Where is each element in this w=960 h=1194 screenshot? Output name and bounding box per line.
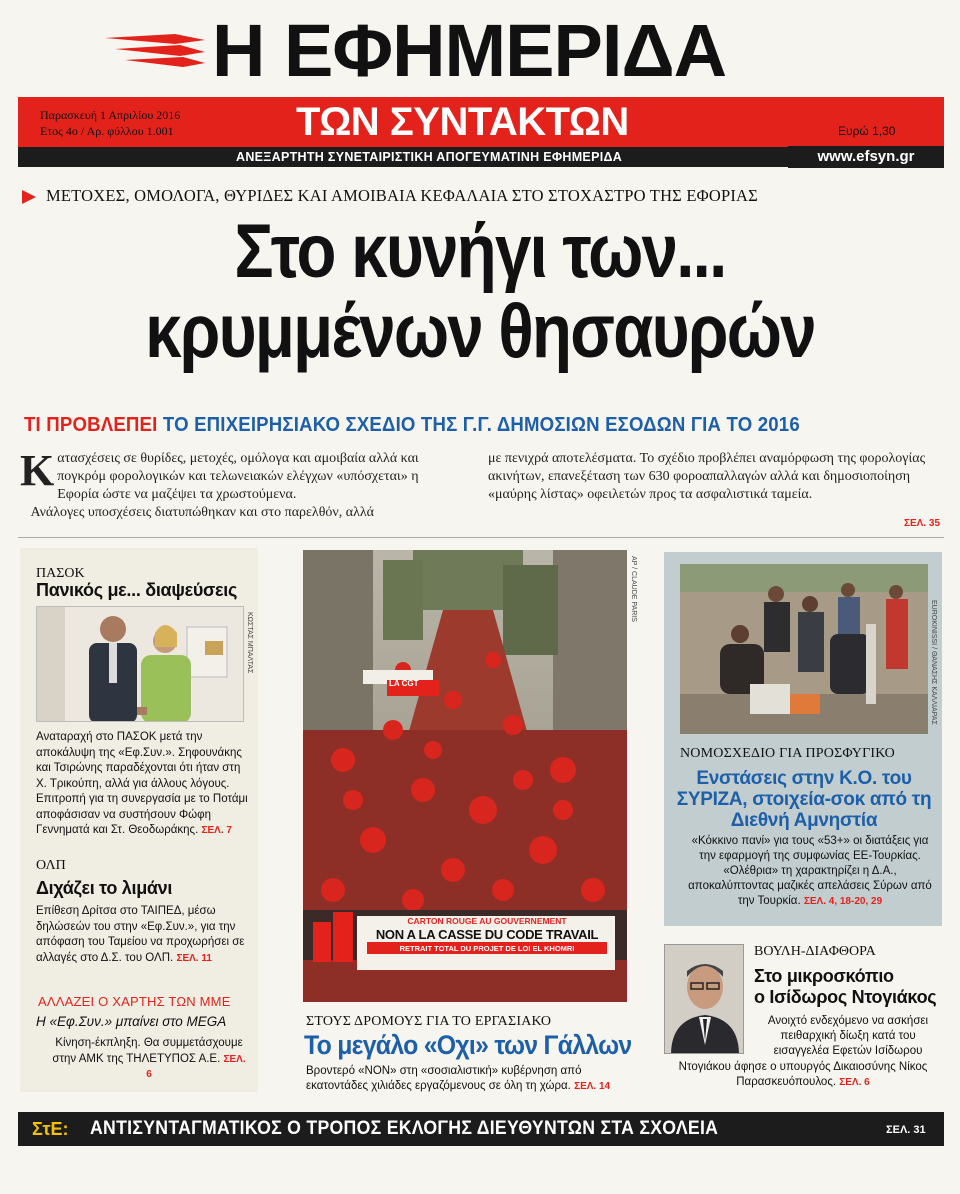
- kicker-arrow-icon: [22, 190, 36, 204]
- dogiakos-photo-illustration: [665, 945, 744, 1054]
- lead-subhead-blue: ΤΟ ΕΠΙΧΕΙΡΗΣΙΑΚΟ ΣΧΕΔΙΟ ΤΗΣ Γ.Γ. ΔΗΜΟΣΙΩΝ ΕΣΟΔΩΝ ΓΙΑ ΤΟ 2016: [162, 414, 800, 436]
- lead-text-3: με πενιχρά αποτελέσματα. Το σχέδιο προβλέπει αναμόρφωση της φορολογίας ακινήτων, επανεξέταση των 630 φοροαπαλλαγών αλλά και δημοσιοποίηση «μαύρης λίστας» οφειλετών προς τα ασφαλιστικά ταμεία.: [488, 451, 926, 502]
- olp-page-ref[interactable]: ΣΕΛ. 11: [176, 952, 212, 964]
- refugee-page-ref[interactable]: ΣΕΛ. 4, 18-20, 29: [803, 896, 883, 907]
- olp-body: [36, 904, 248, 966]
- vouli-headline[interactable]: [754, 966, 936, 1008]
- tagline: ΑΝΕΞΑΡΤΗΤΗ ΣΥΝΕΤΑΙΡΙΣΤΙΚΗ ΑΠΟΓΕΥΜΑΤΙΝΗ ΕΦΗΜΕΡΙΔΑ: [236, 150, 623, 164]
- march-photo: [303, 550, 627, 1002]
- lead-column-2: [488, 450, 948, 504]
- lead-text-1: ατασχέσεις σε θυρίδες, μετοχές, ομόλογα και αμοιβαία αλλά και πογκρόμ φορολογικών και τελωνειακών ελέγχων «υπόσχεται» η Εφορία ώστε να μαζέψει τα χρωστούμενα.: [57, 451, 419, 502]
- lead-text-2: Ανάλογες υποσχέσεις διατυπώθηκαν και στο παρελθόν, αλλά: [30, 505, 374, 520]
- mme-headline[interactable]: Η «Εφ.Συν.» μπαίνει στο MEGA: [36, 1014, 227, 1029]
- lead-page-ref[interactable]: ΣΕΛ. 35: [904, 518, 941, 529]
- price: Ευρώ 1,30: [838, 124, 896, 138]
- vouli-headline-line2: ο Ισίδωρος Ντογιάκος: [754, 987, 937, 1007]
- drop-cap: Κ: [20, 446, 55, 495]
- bottom-headline[interactable]: ΑΝΤΙΣΥΝΤΑΓΜΑΤΙΚΟΣ Ο ΤΡΟΠΟΣ ΕΚΛΟΓΗΣ ΔΙΕΥΘΥΝΤΩΝ ΣΤΑ ΣΧΟΛΕΙΑ: [90, 1118, 719, 1139]
- vouli-page-ref[interactable]: ΣΕΛ. 6: [839, 1077, 870, 1088]
- vouli-label: ΒΟΥΛΗ-ΔΙΑΦΘΟΡΑ: [754, 944, 876, 959]
- issue-date: Παρασκευή 1 Απριλίου 2016: [40, 108, 181, 122]
- masthead: [0, 0, 960, 170]
- refugee-body: [682, 834, 938, 909]
- march-page-ref[interactable]: ΣΕΛ. 14: [574, 1081, 611, 1092]
- march-body: [306, 1064, 626, 1094]
- refugee-photo: [680, 564, 928, 734]
- divider: [18, 537, 944, 538]
- refugee-photo-credit: EUROKINISSI / ΘΑΝΑΣΗΣ ΚΑΛΛΙΑΡΑΣ: [930, 600, 937, 725]
- refugee-body-text: «Κόκκινο πανί» για τους «53+» οι διατάξεις για την εφαρμογή της συμφωνίας ΕΕ-Τουρκίας. «Ολέθρια» τη χαρακτηρίζει η Δ.Α., αποκαλύπτοντας μαζικές απελάσεις Σύρων από την Τουρκία.: [688, 835, 932, 907]
- lead-headline-line1: Στο κυνήγι των...: [234, 209, 726, 294]
- pasok-photo: [36, 606, 244, 722]
- issue-number: Ετος 4ο / Αρ. φύλλου 1.001: [40, 124, 174, 138]
- lead-column-1: [20, 446, 460, 522]
- lead-subhead-red: ΤΙ ΠΡΟΒΛΕΠΕΙ: [24, 414, 158, 436]
- website-link[interactable]: www.efsyn.gr: [788, 146, 944, 168]
- march-body-text: Βροντερό «NON» στη «σοσιαλιστική» κυβέρνηση από εκατοντάδες χιλιάδες εργαζόμενους σε όλη τη χώρα.: [306, 1065, 582, 1092]
- pasok-page-ref[interactable]: ΣΕΛ. 7: [201, 825, 232, 836]
- vouli-headline-line1: Στο μικροσκόπιο: [754, 966, 894, 986]
- pasok-photo-illustration: [37, 607, 244, 722]
- pasok-body: [36, 730, 248, 839]
- paper-subname: ΤΩΝ ΣΥΝΤΑΚΤΩΝ: [296, 100, 629, 144]
- bottom-page-ref[interactable]: ΣΕΛ. 31: [886, 1124, 926, 1136]
- olp-headline[interactable]: Διχάζει το λιμάνι: [36, 878, 173, 898]
- lead-subhead: [24, 414, 880, 437]
- pasok-body-text: Αναταραχή στο ΠΑΣΟΚ μετά την αποκάλυψη της «Εφ.Συν.». Σηφουνάκης και Τσιρώνης παραδέχονται ότι ήταν στη Χ. Τρικούπη, αλλά για άλλους λόγους. Επιτροπή για τη συνεργασία με το Ποτάμι αποφάσισαν να συστήσουν Φώφη Γεννηματά και Στ. Θεοδωράκης.: [36, 731, 248, 836]
- pasok-label: ΠΑΣΟΚ: [36, 566, 85, 581]
- mme-body-text: Κίνηση-έκπληξη. Θα συμμετάσχουμε στην ΑΜΚ της ΤΗΛΕΤΥΠΟΣ Α.Ε.: [52, 1037, 243, 1065]
- mme-label: ΑΛΛΑΖΕΙ Ο ΧΑΡΤΗΣ ΤΩΝ ΜΜΕ: [38, 994, 231, 1009]
- lead-headline-line2: κρυμμένων θησαυρών: [145, 289, 815, 374]
- refugee-headline[interactable]: Ενστάσεις στην Κ.Ο. του ΣΥΡΙΖΑ, στοιχεία-σοκ από τη Διεθνή Αμνηστία: [676, 768, 932, 831]
- banner-sub: RETRAIT TOTAL DU PROJET DE LOI EL KHOMRI: [399, 944, 575, 953]
- lead-kicker: ΜΕΤΟΧΕΣ, ΟΜΟΛΟΓΑ, ΘΥΡΙΔΕΣ ΚΑΙ ΑΜΟΙΒΑΙΑ ΚΕΦΑΛΑΙΑ ΣΤΟ ΣΤΟΧΑΣΤΡΟ ΤΗΣ ΕΦΟΡΙΑΣ: [46, 186, 758, 205]
- bottom-ste-label: ΣτΕ:: [32, 1119, 69, 1139]
- march-headline[interactable]: Το μεγάλο «Οχι» των Γάλλων: [304, 1030, 632, 1060]
- refugee-label: ΝΟΜΟΣΧΕΔΙΟ ΓΙΑ ΠΡΟΣΦΥΓΙΚΟ: [680, 746, 895, 761]
- mme-page-ref[interactable]: ΣΕΛ. 6: [146, 1053, 246, 1080]
- pasok-headline[interactable]: Πανικός με... διαψεύσεις: [36, 580, 238, 600]
- logo-speed-icon: [105, 32, 205, 72]
- banner-top: CARTON ROUGE AU GOUVERNEMENT: [407, 916, 567, 926]
- banner-main: NON A LA CASSE DU CODE TRAVAIL: [375, 927, 599, 942]
- refugee-photo-illustration: [680, 564, 928, 734]
- pasok-photo-credit: ΚΩΣΤΑΣ ΜΠΑΛΤΑΣ: [246, 612, 253, 674]
- mme-body: [52, 1036, 246, 1083]
- dogiakos-photo: [664, 944, 744, 1054]
- lead-headline[interactable]: [83, 209, 878, 374]
- vouli-body-text-2: Ντογιάκου άφησε ο υπουργός Δικαιοσύνης Νίκος Παρασκευόπουλος.: [678, 1061, 928, 1088]
- cgt-sign: LA CGT: [389, 679, 419, 688]
- olp-body-text: Επίθεση Δρίτσα στο ΤΑΙΠΕΔ, μέσω δηλώσεών του στην «Εφ.Συν.», για την απόφαση του Ταμείου να προχωρήσει σε αλλαγές στο Δ.Σ. του ΟΛΠ.: [36, 905, 245, 964]
- olp-label: ΟΛΠ: [36, 858, 66, 873]
- paper-name: Η ΕΦΗΜΕΡΙΔΑ: [212, 9, 727, 92]
- march-photo-credit: AP / CLAUDE PARIS: [630, 556, 637, 622]
- vouli-body-2: [664, 1060, 942, 1090]
- vouli-body: Ανοιχτό ενδεχόμενο να ασκήσει πειθαρχική δίωξη κατά του εισαγγελέα Εφετών Ισίδωρου: [767, 1015, 929, 1057]
- march-label: ΣΤΟΥΣ ΔΡΟΜΟΥΣ ΓΙΑ ΤΟ ΕΡΓΑΣΙΑΚΟ: [306, 1014, 552, 1029]
